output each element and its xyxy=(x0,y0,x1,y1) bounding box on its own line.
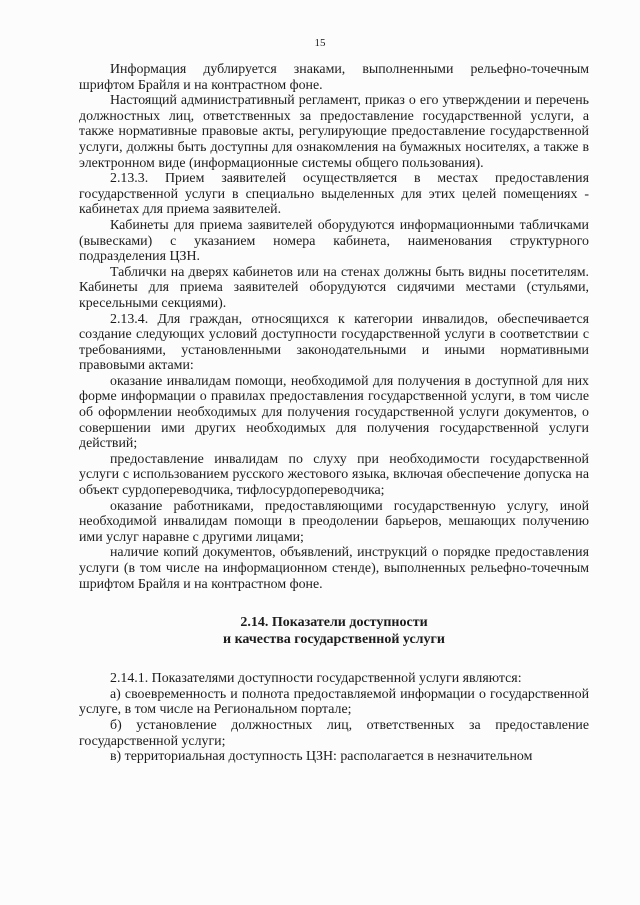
document-body xyxy=(79,62,589,765)
section-heading xyxy=(79,614,589,648)
paragraph: 2.13.4. Для граждан, относящихся к категории инвалидов, обеспечивается создание следующих условий доступности государственной услуги в соответствии с требованиями, установленными законодательными и иными нормативными правовыми актами: xyxy=(79,311,589,374)
section-heading-line2: и качества государственной услуги xyxy=(223,632,445,648)
paragraph: Настоящий административный регламент, приказ о его утверждении и перечень должностных лиц, ответственных за предоставление государственной услуги, а также нормативные правовые акты, регулирующие предоставление государственной услуги, должны быть доступны для ознакомления на бумажных носителях, а также в электронном виде (информационные системы общего пользования). xyxy=(79,93,589,171)
paragraph: 2.14.1. Показателями доступности государственной услуги являются: xyxy=(110,671,522,687)
section-heading-line1: 2.14. Показатели доступности xyxy=(240,615,428,631)
paragraph: в) территориальная доступность ЦЗН: располагается в незначительном xyxy=(110,749,533,765)
page-number: 15 xyxy=(314,37,326,49)
paragraph: б) установление должностных лиц, ответственных за предоставление государственной услуги; xyxy=(79,717,589,749)
paragraph: а) своевременность и полнота предоставляемой информации о государственной услуге, в том числе на Региональном портале; xyxy=(79,686,589,718)
paragraph: Таблички на дверях кабинетов или на стенах должны быть видны посетителям. Кабинеты для приема заявителей оборудуются сидячими местами (стульями, кресельными секциями). xyxy=(79,264,589,311)
paragraph: оказание инвалидам помощи, необходимой для получения в доступной для них форме информации о правилах предоставления государственной услуги, в том числе об оформлении необходимых для получения государственной услуги документов, о совершении ими других необходимых для получения государственной услуги действий; xyxy=(79,373,589,452)
paragraph: предоставление инвалидам по слуху при необходимости государственной услуги с использованием русского жестового языка, включая обеспечение допуска на объект сурдопереводчика, тифлосурдопереводчика; xyxy=(79,451,589,499)
paragraph: оказание работниками, предоставляющими государственную услугу, иной необходимой инвалидам помощи в преодолении барьеров, мешающих получению ими услуг наравне с другими лицами; xyxy=(79,498,589,545)
paragraph: Кабинеты для приема заявителей оборудуются информационными табличками (вывесками) с указанием номера кабинета, наименования структурного подразделения ЦЗН. xyxy=(79,217,589,265)
paragraph: Информация дублируется знаками, выполненными рельефно-точечным шрифтом Брайля и на контрастном фоне. xyxy=(79,62,589,93)
paragraph: наличие копий документов, объявлений, инструкций о порядке предоставления услуги (в том числе на информационном стенде), выполненных рельефно-точечным шрифтом Брайля и на контрастном фоне. xyxy=(79,545,589,592)
paragraph: 2.13.3. Прием заявителей осуществляется в местах предоставления государственной услуги в специально выделенных для этих целей помещениях - кабинетах для приема заявителей. xyxy=(79,171,589,218)
